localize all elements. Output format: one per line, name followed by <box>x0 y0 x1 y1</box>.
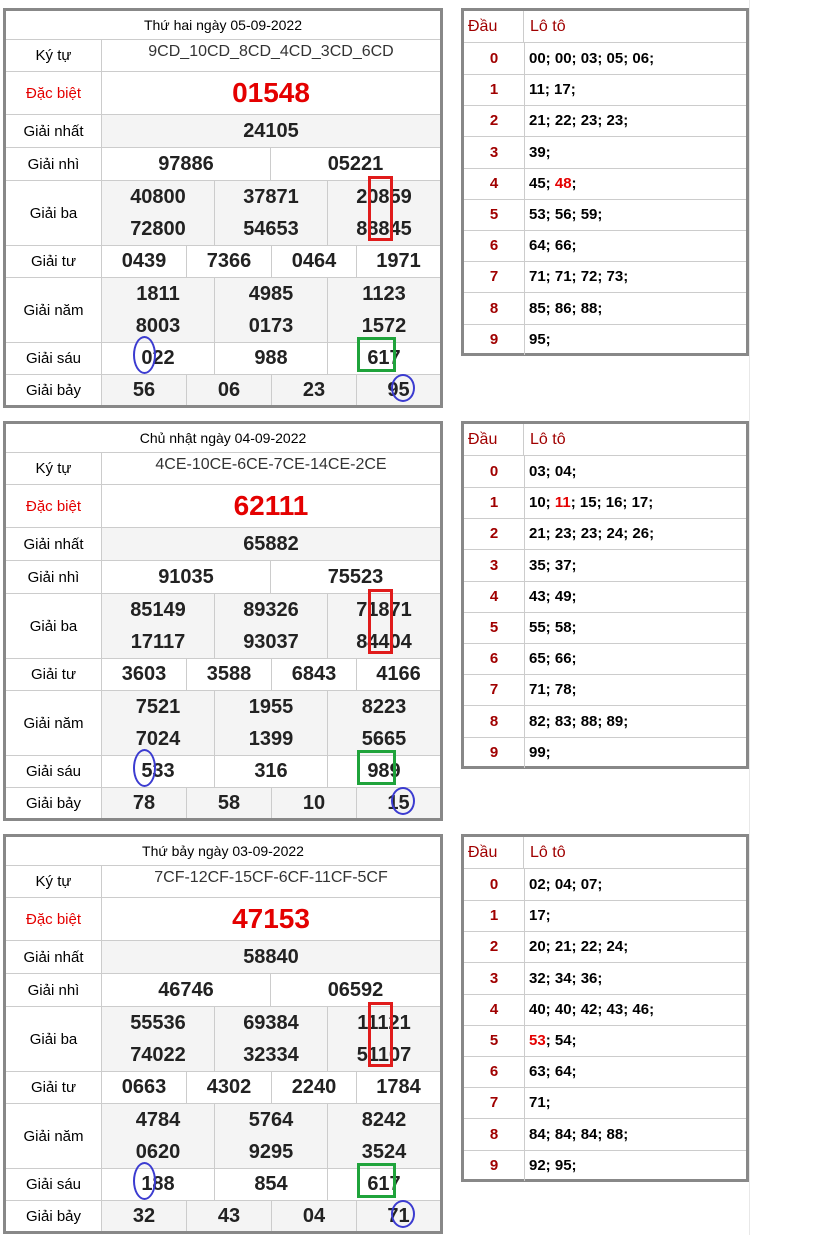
loto-numbers <box>525 706 746 737</box>
loto-number-text: 92; 95; <box>529 1156 577 1174</box>
prize-5-value: 3524 <box>361 1140 407 1163</box>
label-giai-ba: Giải ba <box>6 181 102 245</box>
loto-row <box>464 643 746 675</box>
loto-numbers <box>525 105 746 136</box>
label-ky-tu: Ký tự <box>6 40 102 71</box>
prize-5-value: 4985 <box>215 278 328 310</box>
prize-4-value: 3603 <box>102 659 187 690</box>
loto-row <box>464 105 746 137</box>
prize-5-value: 1955 <box>215 691 328 723</box>
prize-7-value: 15 <box>387 791 410 814</box>
label-giai-bay: Giải bảy <box>6 788 102 818</box>
loto-head-digit: 9 <box>464 324 525 355</box>
loto-numbers <box>525 230 746 261</box>
prize-6-value: 617 <box>367 347 401 369</box>
special-prize: 62111 <box>233 490 309 521</box>
prize-3-value: 88845 <box>356 217 412 240</box>
label-giai-tu: Giải tư <box>6 246 102 277</box>
loto-number-text: 99; <box>529 743 551 761</box>
row-giai-nhat <box>6 941 440 974</box>
loto-numbers <box>525 869 746 900</box>
loto-number-text: 71; 78; <box>529 681 577 699</box>
loto-row <box>464 199 746 231</box>
prize-7-value: 58 <box>187 788 272 818</box>
loto-number-text: 02; 04; 07; <box>529 876 603 893</box>
row-giai-sau <box>6 343 440 375</box>
prize-5-value: 0173 <box>215 310 328 342</box>
loto-number-text: 32; 34; 36; <box>529 969 603 987</box>
loto-numbers <box>525 487 746 518</box>
draw-block-1 <box>0 413 819 826</box>
label-giai-nhi: Giải nhì <box>6 561 102 593</box>
loto-highlight-number: 53 <box>529 1032 546 1049</box>
label-dac-biet: Đặc biệt <box>6 72 102 114</box>
label-giai-bay: Giải bảy <box>6 1201 102 1231</box>
loto-row <box>464 963 746 995</box>
prize-6-value: 316 <box>215 756 328 787</box>
loto-head-digit: 0 <box>464 869 525 900</box>
loto-number-text: 10; <box>529 494 555 512</box>
prize-6-value: 989 <box>367 760 401 782</box>
loto-numbers <box>525 1087 746 1118</box>
loto-header <box>464 11 746 43</box>
loto-row <box>464 261 746 293</box>
loto-number-text: 40; 40; 42; 43; 46; <box>529 1000 655 1018</box>
prize-6-value: 188 <box>102 1169 215 1200</box>
loto-table <box>461 834 749 1182</box>
loto-head-digit: 2 <box>464 931 525 962</box>
loto-head-digit: 1 <box>464 74 525 105</box>
loto-numbers <box>525 324 746 355</box>
loto-number-text: 82; 83; 88; 89; <box>529 712 629 730</box>
row-giai-tu <box>6 659 440 691</box>
loto-numbers <box>525 963 746 994</box>
loto-numbers <box>525 261 746 292</box>
label-giai-sau: Giải sáu <box>6 756 102 787</box>
prize-3-value: 85149 <box>102 594 215 626</box>
loto-numbers <box>525 518 746 549</box>
prize-3-value: 72800 <box>102 213 215 245</box>
ticket-code: 7CF-12CF-15CF-6CF-11CF-5CF <box>154 868 388 886</box>
prize-3-value: 89326 <box>215 594 328 626</box>
loto-head-dau: Đầu <box>464 11 524 42</box>
prize-4-value: 0663 <box>102 1072 187 1103</box>
label-giai-ba: Giải ba <box>6 594 102 658</box>
prize-5-value: 1572 <box>361 314 407 337</box>
loto-row <box>464 994 746 1026</box>
loto-row <box>464 1150 746 1181</box>
row-giai-nam <box>6 1104 440 1169</box>
prize-1: 24105 <box>243 119 299 142</box>
loto-numbers <box>525 1150 746 1181</box>
loto-row <box>464 931 746 963</box>
loto-head-dau: Đầu <box>464 837 524 868</box>
label-giai-sau: Giải sáu <box>6 1169 102 1200</box>
prize-3-value: 11121 <box>357 1011 411 1034</box>
loto-head-digit: 0 <box>464 456 525 487</box>
loto-number-text: 45; <box>529 174 555 192</box>
loto-row <box>464 737 746 768</box>
prize-2-value: 05221 <box>327 152 384 175</box>
row-giai-sau <box>6 1169 440 1201</box>
loto-highlight-number: 48 <box>554 174 572 192</box>
prize-1: 58840 <box>243 945 299 968</box>
loto-numbers <box>525 137 746 168</box>
prize-5-value: 1811 <box>102 278 215 310</box>
prize-5-value: 7024 <box>102 723 215 755</box>
loto-numbers <box>525 74 746 105</box>
loto-numbers <box>525 456 746 487</box>
row-giai-sau <box>6 756 440 788</box>
loto-head-digit: 7 <box>464 261 525 292</box>
loto-head-digit: 4 <box>464 168 525 199</box>
label-ky-tu: Ký tự <box>6 866 102 897</box>
loto-head-digit: 9 <box>464 1150 525 1181</box>
loto-number-text: ; <box>571 174 577 192</box>
loto-head-digit: 5 <box>464 1025 525 1056</box>
label-giai-tu: Giải tư <box>6 1072 102 1103</box>
row-giai-nhi <box>6 561 440 594</box>
draw-date: Thứ hai ngày 05-09-2022 <box>6 11 440 40</box>
loto-row <box>464 1119 746 1151</box>
loto-numbers <box>525 674 746 705</box>
loto-number-text: 35; 37; <box>529 556 577 574</box>
prize-3-value: 93037 <box>215 626 328 658</box>
loto-numbers <box>525 43 746 74</box>
loto-row <box>464 612 746 644</box>
loto-row <box>464 137 746 169</box>
prize-7-value: 43 <box>187 1201 272 1231</box>
row-giai-nam <box>6 691 440 756</box>
row-giai-bay <box>6 1201 440 1231</box>
loto-row <box>464 869 746 901</box>
loto-head-digit: 9 <box>464 737 525 768</box>
draw-block-0 <box>0 0 819 413</box>
loto-number-text: 03; 04; <box>529 463 577 480</box>
loto-numbers <box>525 1119 746 1150</box>
prize-7-value: 23 <box>272 375 357 405</box>
loto-row <box>464 900 746 932</box>
prize-4-value: 2240 <box>272 1072 357 1103</box>
prize-2-value: 91035 <box>102 561 271 593</box>
loto-number-text: ; 15; 16; 17; <box>570 494 654 512</box>
prize-3-value: 84404 <box>356 630 412 653</box>
label-ky-tu: Ký tự <box>6 453 102 484</box>
prize-3-value: 71871 <box>356 598 412 621</box>
label-giai-nam: Giải năm <box>6 1104 102 1168</box>
loto-number-text: 95; <box>529 330 551 348</box>
loto-number-text: 53; 56; 59; <box>529 206 603 223</box>
row-ky-tu <box>6 866 440 898</box>
label-giai-nhi: Giải nhì <box>6 974 102 1006</box>
loto-row <box>464 456 746 488</box>
loto-head-loto: Lô tô <box>530 843 566 861</box>
loto-head-digit: 8 <box>464 706 525 737</box>
draw-date: Chủ nhật ngày 04-09-2022 <box>6 424 440 453</box>
loto-row <box>464 168 746 200</box>
row-giai-nhi <box>6 148 440 181</box>
loto-numbers <box>525 550 746 581</box>
loto-head-digit: 5 <box>464 199 525 230</box>
prize-4-value: 1971 <box>376 250 421 272</box>
loto-head-dau: Đầu <box>464 424 524 455</box>
loto-row <box>464 74 746 106</box>
prize-5-value: 9295 <box>215 1136 328 1168</box>
label-giai-nhi: Giải nhì <box>6 148 102 180</box>
prize-6-value: 854 <box>215 1169 328 1200</box>
prize-2-value: 97886 <box>102 148 271 180</box>
prize-7-value: 04 <box>272 1201 357 1231</box>
loto-head-digit: 3 <box>464 963 525 994</box>
row-giai-nam <box>6 278 440 343</box>
loto-row <box>464 518 746 550</box>
prize-7-value: 56 <box>102 375 187 405</box>
row-dac-biet <box>6 72 440 115</box>
row-giai-nhat <box>6 528 440 561</box>
prize-3-value: 69384 <box>215 1007 328 1039</box>
loto-row <box>464 487 746 519</box>
prize-5-value: 7521 <box>102 691 215 723</box>
draw-block-2 <box>0 826 819 1239</box>
prize-3-value: 37871 <box>215 181 328 213</box>
loto-head-digit: 6 <box>464 1056 525 1087</box>
loto-number-text: 00; 00; 03; 05; 06; <box>529 50 655 67</box>
row-giai-ba <box>6 181 440 246</box>
prize-7-value: 06 <box>187 375 272 405</box>
loto-row <box>464 43 746 75</box>
label-dac-biet: Đặc biệt <box>6 485 102 527</box>
special-prize: 01548 <box>232 77 310 108</box>
loto-number-text: 63; 64; <box>529 1063 577 1081</box>
prize-7-value: 10 <box>272 788 357 818</box>
prize-4-value: 6843 <box>272 659 357 690</box>
results-table <box>3 834 443 1234</box>
ticket-code: 4CE-10CE-6CE-7CE-14CE-2CE <box>155 455 387 473</box>
prize-4-value: 0439 <box>102 246 187 277</box>
loto-numbers <box>525 612 746 643</box>
loto-number-text: 85; 86; 88; <box>529 299 603 317</box>
special-prize: 47153 <box>232 903 310 934</box>
row-giai-ba <box>6 594 440 659</box>
loto-numbers <box>525 737 746 768</box>
prize-7-value: 78 <box>102 788 187 818</box>
prize-2-value: 75523 <box>327 565 384 588</box>
draw-date: Thứ bảy ngày 03-09-2022 <box>6 837 440 866</box>
loto-table <box>461 421 749 769</box>
prize-6-value: 988 <box>215 343 328 374</box>
loto-numbers <box>525 994 746 1025</box>
label-giai-nhat: Giải nhất <box>6 528 102 560</box>
row-ky-tu <box>6 40 440 72</box>
prize-5-value: 5665 <box>361 727 407 750</box>
prize-6-value: 617 <box>367 1173 401 1195</box>
prize-3-value: 20859 <box>356 185 412 208</box>
loto-number-text: 64; 66; <box>529 237 577 255</box>
loto-number-text: 39; <box>529 143 551 161</box>
loto-row <box>464 581 746 613</box>
prize-3-value: 74022 <box>102 1039 215 1071</box>
label-giai-bay: Giải bảy <box>6 375 102 405</box>
loto-head-digit: 5 <box>464 612 525 643</box>
row-dac-biet <box>6 485 440 528</box>
loto-head-digit: 1 <box>464 900 525 931</box>
prize-5-value: 4784 <box>102 1104 215 1136</box>
loto-head-digit: 2 <box>464 518 525 549</box>
loto-number-text: 71; <box>529 1094 551 1112</box>
prize-5-value: 5764 <box>215 1104 328 1136</box>
loto-numbers <box>525 900 746 931</box>
loto-number-text: ; 54; <box>545 1032 577 1049</box>
loto-row <box>464 1025 746 1057</box>
prize-6-value: 022 <box>102 343 215 374</box>
loto-table <box>461 8 749 356</box>
loto-head-digit: 8 <box>464 293 525 324</box>
loto-number-text: 21; 23; 23; 24; 26; <box>529 525 655 543</box>
row-giai-tu <box>6 1072 440 1104</box>
row-ky-tu <box>6 453 440 485</box>
loto-head-loto: Lô tô <box>530 17 566 35</box>
loto-row <box>464 293 746 325</box>
prize-4-value: 7366 <box>187 246 272 277</box>
loto-head-digit: 8 <box>464 1119 525 1150</box>
loto-number-text: 43; 49; <box>529 587 577 605</box>
prize-5-value: 8003 <box>102 310 215 342</box>
loto-row <box>464 550 746 582</box>
loto-head-digit: 6 <box>464 230 525 261</box>
prize-7-value: 95 <box>387 378 410 401</box>
loto-head-digit: 6 <box>464 643 525 674</box>
loto-head-digit: 0 <box>464 43 525 74</box>
loto-row <box>464 706 746 738</box>
prize-5-value: 8242 <box>361 1108 407 1131</box>
row-giai-bay <box>6 375 440 405</box>
prize-2-value: 46746 <box>102 974 271 1006</box>
ticket-code: 9CD_10CD_8CD_4CD_3CD_6CD <box>148 42 394 60</box>
prize-3-value: 51107 <box>356 1043 412 1066</box>
loto-number-text: 55; 58; <box>529 619 577 636</box>
label-giai-sau: Giải sáu <box>6 343 102 374</box>
loto-head-digit: 1 <box>464 487 525 518</box>
loto-header <box>464 837 746 869</box>
row-giai-tu <box>6 246 440 278</box>
loto-row <box>464 1087 746 1119</box>
prize-3-value: 40800 <box>102 181 215 213</box>
prize-3-value: 55536 <box>102 1007 215 1039</box>
loto-number-text: 20; 21; 22; 24; <box>529 938 629 956</box>
results-table <box>3 8 443 408</box>
prize-1: 65882 <box>243 532 299 555</box>
label-giai-nhat: Giải nhất <box>6 115 102 147</box>
row-giai-nhat <box>6 115 440 148</box>
prize-6-value: 533 <box>102 756 215 787</box>
row-giai-ba <box>6 1007 440 1072</box>
prize-4-value: 1784 <box>376 1076 421 1098</box>
loto-head-digit: 4 <box>464 581 525 612</box>
loto-header <box>464 424 746 456</box>
loto-head-loto: Lô tô <box>530 430 566 448</box>
prize-3-value: 54653 <box>215 213 328 245</box>
prize-4-value: 4166 <box>376 663 421 685</box>
loto-number-text: 17; <box>529 907 551 925</box>
label-giai-ba: Giải ba <box>6 1007 102 1071</box>
prize-7-value: 71 <box>387 1204 410 1227</box>
results-table <box>3 421 443 821</box>
prize-4-value: 3588 <box>187 659 272 690</box>
loto-numbers <box>525 581 746 612</box>
loto-number-text: 11; 17; <box>529 81 576 99</box>
loto-row <box>464 1056 746 1088</box>
row-giai-bay <box>6 788 440 818</box>
loto-numbers <box>525 1056 746 1087</box>
prize-3-value: 32334 <box>215 1039 328 1071</box>
loto-row <box>464 324 746 355</box>
loto-highlight-number: 11 <box>554 494 571 512</box>
loto-head-digit: 3 <box>464 137 525 168</box>
row-giai-nhi <box>6 974 440 1007</box>
prize-2-value: 06592 <box>327 978 384 1001</box>
loto-head-digit: 3 <box>464 550 525 581</box>
loto-head-digit: 4 <box>464 994 525 1025</box>
loto-head-digit: 7 <box>464 1087 525 1118</box>
loto-number-text: 65; 66; <box>529 650 577 668</box>
loto-number-text: 21; 22; 23; 23; <box>529 112 629 130</box>
loto-numbers <box>525 293 746 324</box>
loto-numbers <box>525 931 746 962</box>
loto-head-digit: 2 <box>464 105 525 136</box>
page-divider <box>749 0 750 1235</box>
label-giai-nam: Giải năm <box>6 278 102 342</box>
prize-5-value: 1399 <box>215 723 328 755</box>
loto-numbers <box>525 168 746 199</box>
loto-number-text: 84; 84; 84; 88; <box>529 1125 629 1143</box>
label-giai-nhat: Giải nhất <box>6 941 102 973</box>
prize-5-value: 0620 <box>102 1136 215 1168</box>
loto-row <box>464 230 746 262</box>
label-dac-biet: Đặc biệt <box>6 898 102 940</box>
loto-numbers <box>525 199 746 230</box>
prize-7-value: 32 <box>102 1201 187 1231</box>
loto-number-text: 71; 71; 72; 73; <box>529 268 629 286</box>
loto-numbers <box>525 643 746 674</box>
loto-row <box>464 674 746 706</box>
prize-5-value: 1123 <box>362 282 406 305</box>
loto-head-digit: 7 <box>464 674 525 705</box>
label-giai-tu: Giải tư <box>6 659 102 690</box>
row-dac-biet <box>6 898 440 941</box>
label-giai-nam: Giải năm <box>6 691 102 755</box>
prize-4-value: 0464 <box>272 246 357 277</box>
loto-numbers <box>525 1025 746 1056</box>
prize-3-value: 17117 <box>102 626 215 658</box>
prize-4-value: 4302 <box>187 1072 272 1103</box>
prize-5-value: 8223 <box>361 695 407 718</box>
